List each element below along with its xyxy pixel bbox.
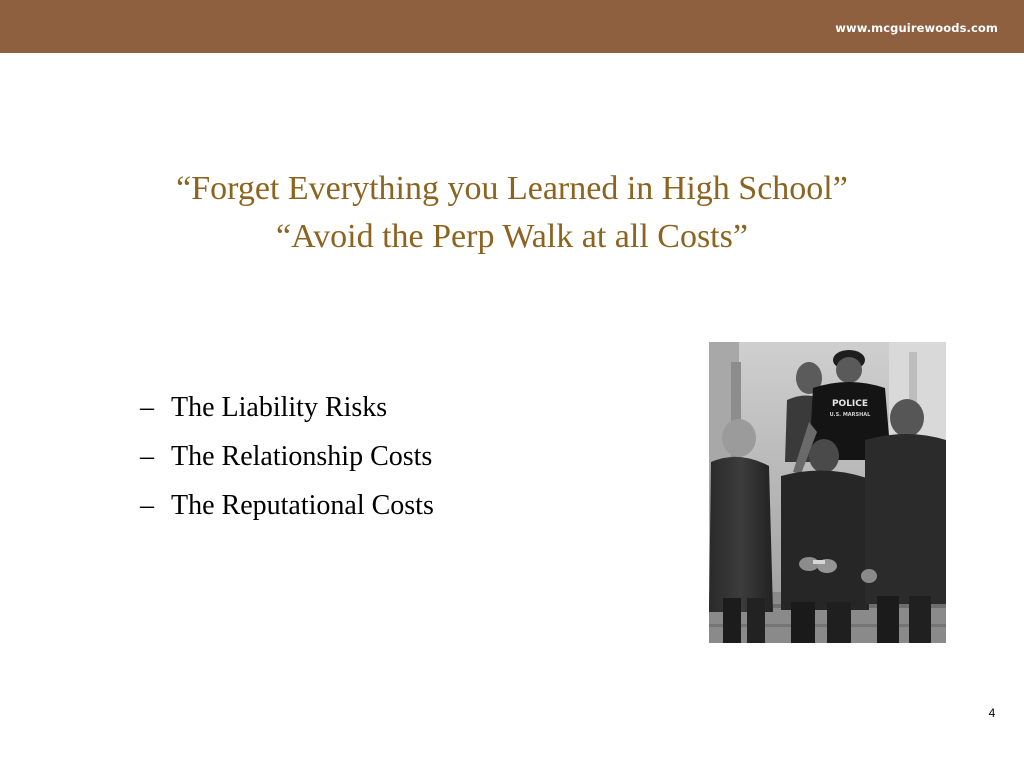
bullet-dash: –	[140, 392, 154, 423]
perp-walk-photo-illustration	[709, 342, 946, 643]
bullet-item	[140, 486, 434, 535]
title-line-2: “Avoid the Perp Walk at all Costs”	[276, 218, 748, 255]
bullet-dash: –	[140, 441, 154, 472]
header-bar	[0, 0, 1024, 53]
perp-walk-photo	[709, 342, 946, 643]
page-number: 4	[988, 706, 996, 720]
bullet-text: The Relationship Costs	[171, 441, 433, 472]
bullet-item	[140, 388, 434, 437]
bullet-text: The Liability Risks	[171, 392, 388, 423]
website-url: www.mcguirewoods.com	[835, 21, 998, 35]
police-badge-text: POLICE	[831, 399, 869, 409]
bullet-item	[140, 437, 434, 486]
bullet-list	[140, 388, 434, 535]
bullet-text: The Reputational Costs	[171, 490, 434, 521]
title-line-1: “Forget Everything you Learned in High School”	[176, 170, 848, 207]
bullet-dash: –	[140, 490, 154, 521]
marshal-badge-text: U.S. MARSHAL	[829, 412, 871, 418]
slide-title	[0, 165, 1024, 261]
